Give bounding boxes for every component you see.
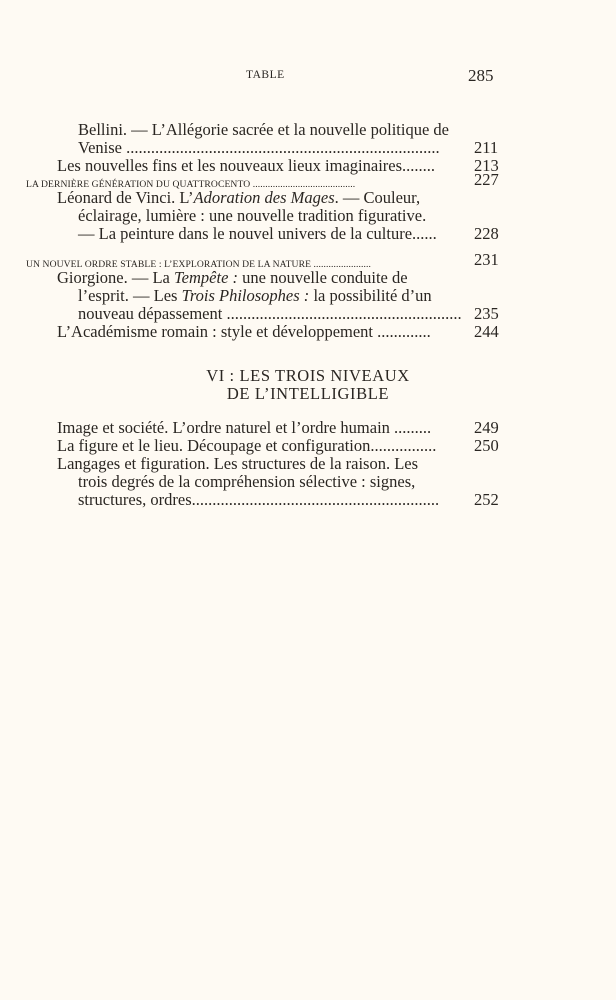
toc-entry-bellini-cont	[0, 138, 616, 158]
toc-page: 231	[474, 250, 499, 269]
toc-entry-text: Les nouvelles fins et les nouveaux lieux imaginaires........	[57, 156, 436, 175]
page-number: 285	[468, 66, 494, 85]
toc-subheading	[0, 170, 616, 190]
toc-subheading	[0, 250, 616, 270]
toc-entry-italic: Tempête :	[174, 268, 239, 287]
toc-entry-text: trois degrés de la compréhension sélective : signes,	[78, 472, 416, 491]
toc-page: 235	[474, 304, 499, 323]
toc-entry-text: Venise ............................................................................	[78, 138, 440, 157]
toc-entry-text: nouveau dépassement .........................................................	[78, 304, 462, 323]
toc-entry-text: l’esprit. — Les	[78, 286, 182, 305]
toc-page: 250	[474, 436, 499, 455]
toc-entry-text: . — Couleur,	[334, 188, 421, 207]
section-title: VI : LES TROIS NIVEAUX	[206, 366, 410, 385]
toc-entry-text: éclairage, lumière : une nouvelle tradition figurative.	[78, 206, 427, 225]
toc-page: 213	[474, 156, 499, 175]
toc-subheading-text: LA DERNIÈRE GÉNÉRATION DU QUATTROCENTO .........................................	[26, 179, 356, 190]
toc-entry-text: structures, ordres............................................................	[78, 490, 440, 509]
toc-entry-italic: Adoration des Mages	[193, 188, 335, 207]
toc-page: 249	[474, 418, 499, 437]
toc-entry-text: Image et société. L’ordre naturel et l’ordre humain .........	[57, 418, 432, 437]
toc-entry-bellini	[0, 120, 616, 140]
toc-entry-text: Bellini. — L’Allégorie sacrée et la nouvelle politique de	[78, 120, 449, 139]
toc-entry-italic: Trois Philosophes :	[181, 286, 310, 305]
toc-entry-text: Giorgione. — La	[57, 268, 175, 287]
toc-entry-giorgione-cont	[0, 286, 616, 306]
toc-entry-text: Langages et figuration. Les structures de la raison. Les	[57, 454, 419, 473]
toc-entry	[0, 322, 616, 342]
toc-page: 211	[474, 138, 499, 157]
toc-entry-text: une nouvelle conduite de	[238, 268, 408, 287]
toc-subheading-text: UN NOUVEL ORDRE STABLE : L’EXPLORATION DE LA NATURE .......................	[26, 259, 371, 270]
toc-entry-text: L’Académisme romain : style et développement .............	[57, 322, 431, 341]
toc-entry-leonard-cont	[0, 224, 616, 244]
toc-entry-text: Léonard de Vinci. L’	[57, 188, 194, 207]
section-subtitle: DE L’INTELLIGIBLE	[226, 384, 390, 403]
toc-entry	[0, 418, 616, 438]
toc-entry	[0, 436, 616, 456]
toc-page: 252	[474, 490, 499, 509]
running-head	[0, 66, 616, 86]
toc-entry-cont	[0, 472, 616, 492]
toc-page: 227	[474, 170, 499, 189]
toc-page: 244	[474, 322, 499, 341]
toc-entry-text: — La peinture dans le nouvel univers de la culture......	[78, 224, 437, 243]
toc-entry-giorgione	[0, 268, 616, 288]
running-head-title: TABLE	[246, 69, 285, 81]
toc-entry	[0, 454, 616, 474]
toc-entry-cont	[0, 490, 616, 510]
toc-entry-text: La figure et le lieu. Découpage et configuration................	[57, 436, 437, 455]
toc-page: 228	[474, 224, 499, 243]
toc-entry-leonard	[0, 188, 616, 208]
toc-entry-leonard-cont	[0, 206, 616, 226]
toc-entry-giorgione-cont	[0, 304, 616, 324]
toc-entry-text: la possibilité d’un	[309, 286, 432, 305]
